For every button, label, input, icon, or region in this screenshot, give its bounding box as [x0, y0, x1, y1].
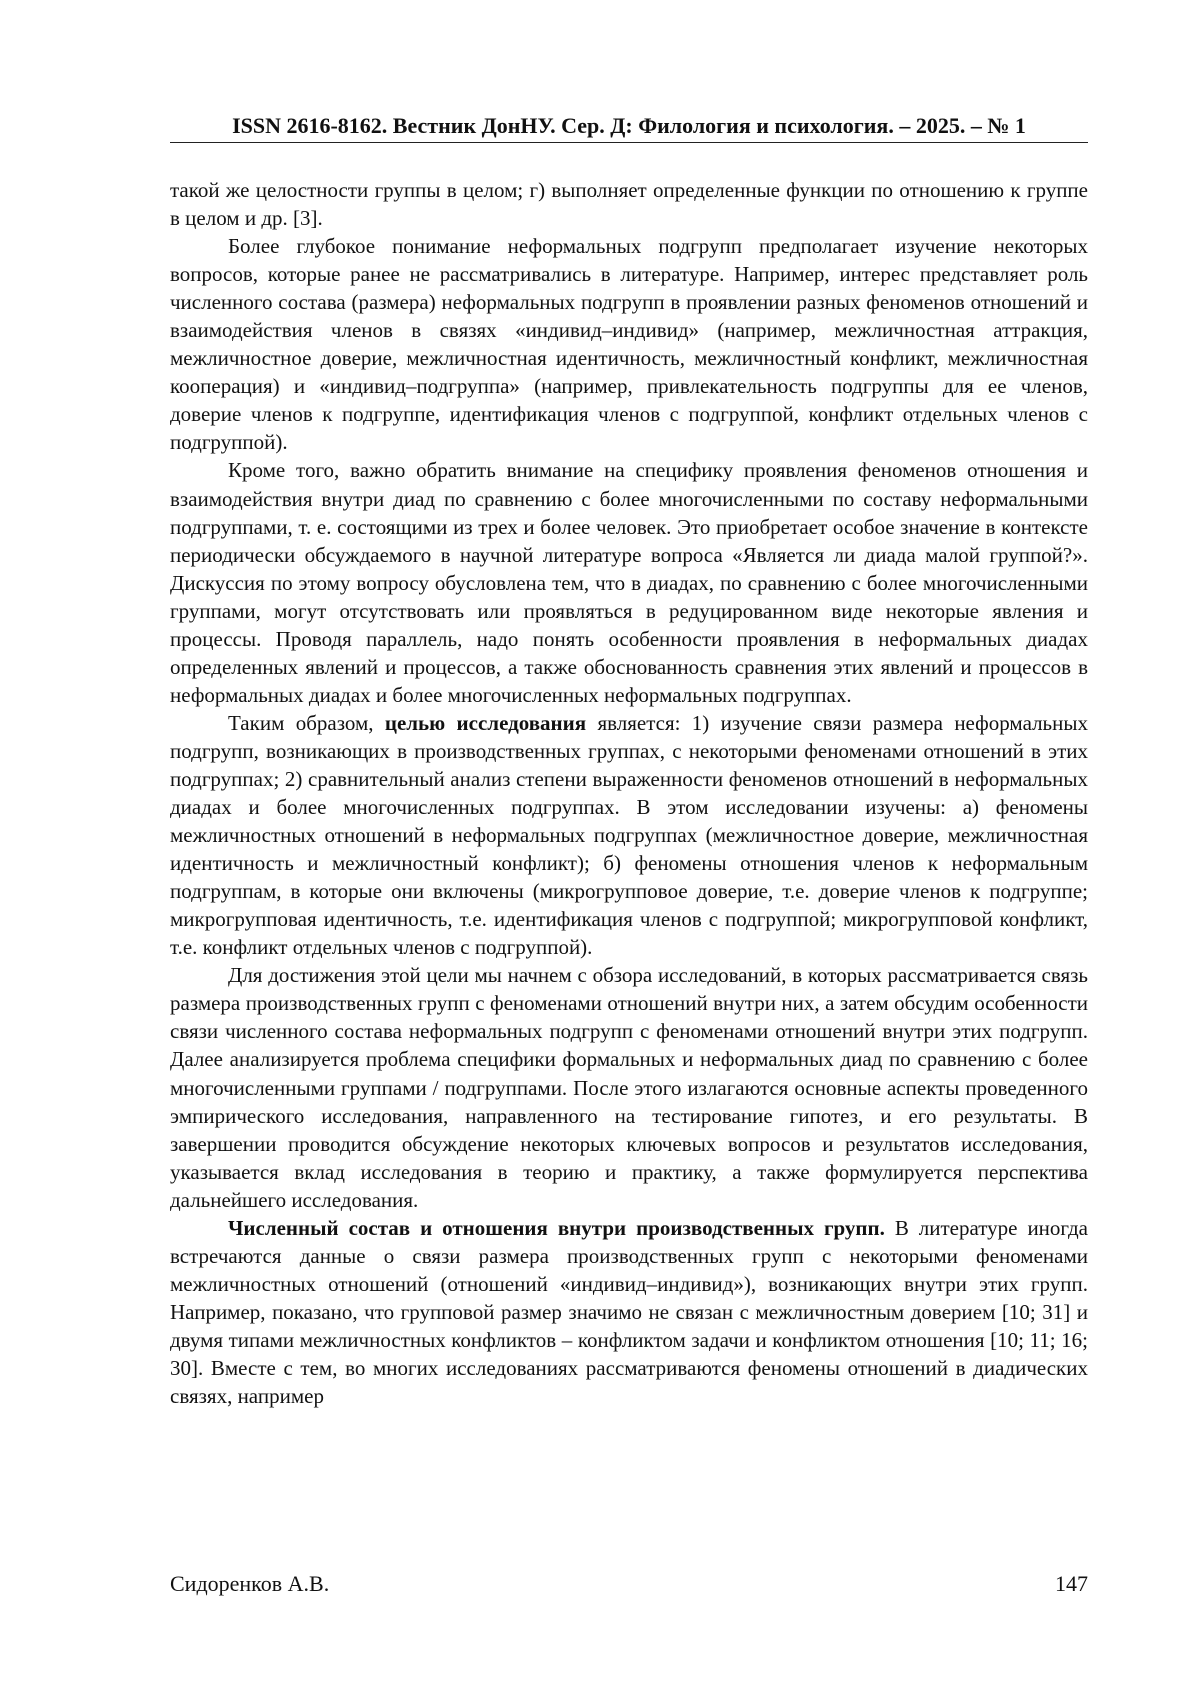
paragraph: Кроме того, важно обратить внимание на специфику проявления феноменов отношения и взаимодействия внутри диад по сравнению с более многочисленными по составу неформальными подгруппами, т. е. состоящими из трех и более человек. Это приобретает особое значение в контексте периодически обсуждаемого в научной литературе вопроса «Является ли диада малой группой?». Дискуссия по этому вопросу обусловлена тем, что в диадах, по сравнению с более многочисленными группами, могут отсутствовать или проявляться в редуцированном виде некоторые явления и процессы. Проводя параллель, надо понять особенности проявления в неформальных диадах определенных явлений и процессов, а также обоснованность сравнения этих явлений и процессов в неформальных диадах и более многочисленных неформальных подгруппах. — [170, 458, 1088, 707]
paragraph-text: В литературе иногда встречаются данные о связи размера производственных групп с некоторыми феноменами межличностных отношений (отношений «индивид–индивид»), возникающих внутри этих групп. Например, показано, что групповой размер значимо не связан с межличностным доверием [10; 31] и двумя типами межличностных конфликтов – конфликтом задачи и конфликтом отношения [10; 11; 16; 30]. Вместе с тем, во многих исследованиях рассматриваются феномены отношений в диадических связях, например — [170, 1215, 1088, 1409]
paragraph: Для достижения этой цели мы начнем с обзора исследований, в которых рассматривается связь размера производственных групп с феноменами отношений внутри них, а затем обсудим особенности связи численного состава неформальных подгрупп с феноменами отношений внутри этих подгрупп. Далее анализируется проблема специфики формальных и неформальных диад по сравнению с более многочисленными группами / подгруппами. После этого излагаются основные аспекты проведенного эмпирического исследования, направленного на тестирование гипотез, и его результаты. В завершении проводится обсуждение некоторых ключевых вопросов и результатов исследования, указывается вклад исследования в теорию и практику, а также формулируется перспектива дальнейшего исследования. — [170, 963, 1088, 1212]
page-number: 147 — [1055, 1571, 1088, 1596]
paragraph-research-goal — [170, 709, 1088, 961]
paragraph-continuation: такой же целостности группы в целом; г) выполняет определенные функции по отношению к группе в целом и др. [3]. — [170, 178, 1088, 231]
paragraph-text: Таким образом, — [228, 710, 385, 735]
paragraph: Более глубокое понимание неформальных подгрупп предполагает изучение некоторых вопросов, которые ранее не рассматривались в литературе. Например, интерес представляет роль численного состава (размера) неформальных подгрупп в проявлении разных феноменов отношений и взаимодействия членов в связях «индивид–индивид» (например, межличностная аттракция, межличностное доверие, межличностная идентичность, межличностный конфликт, межличностная кооперация) и «индивид–подгруппа» (например, привлекательность подгруппы для ее членов, доверие членов к подгруппе, идентификация членов с подгруппой, конфликт отдельных членов с подгруппой). — [170, 234, 1088, 455]
bold-term-research-goal: целью исследования — [384, 710, 587, 735]
running-header: ISSN 2616-8162. Вестник ДонНУ. Сер. Д: Филология и психология. – 2025. – № 1 — [170, 112, 1088, 143]
section-heading-inline: Численный состав и отношения внутри производственных групп. — [228, 1215, 885, 1240]
footer-author: Сидоренков А.В. — [170, 1571, 330, 1596]
paragraph-section-start — [170, 1214, 1088, 1410]
article-body — [170, 176, 1088, 1410]
paragraph-text: является: 1) изучение связи размера неформальных подгрупп, возникающих в производственных группах, с некоторыми феноменами отношений в этих подгруппах; 2) сравнительный анализ степени выраженности феноменов отношений в неформальных диадах и более многочисленных подгруппах. В этом исследовании изучены: а) феномены межличностных отношений в неформальных подгруппах (межличностное доверие, межличностная идентичность и межличностный конфликт); б) феномены отношения членов к неформальным подгруппам, в которые они включены (микрогрупповое доверие, т.е. доверие членов к подгруппе; микрогрупповая идентичность, т.е. идентификация членов с подгруппой; микрогрупповой конфликт, т.е. конфликт отдельных членов с подгруппой). — [170, 710, 1088, 960]
